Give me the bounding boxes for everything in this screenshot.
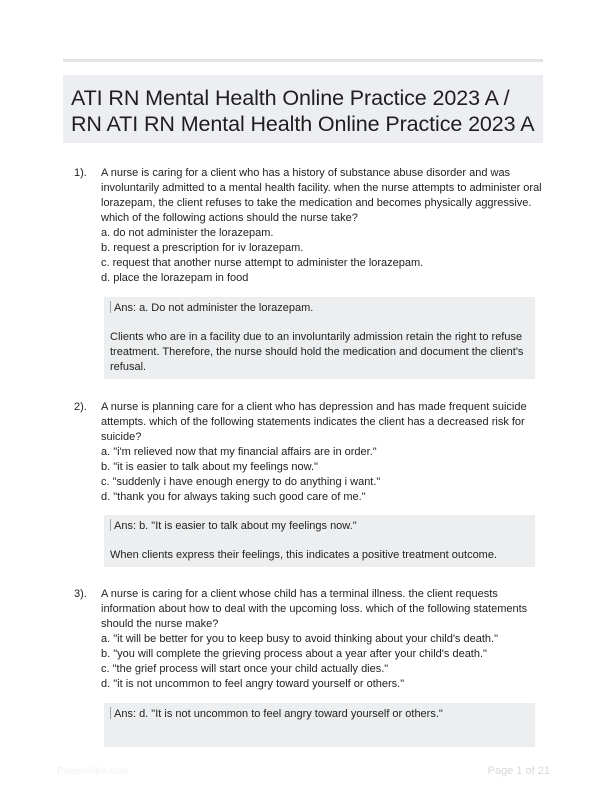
answer-box xyxy=(104,703,535,747)
question-body xyxy=(101,166,542,286)
option-c: c. request that another nurse attempt to administer the lorazepam. xyxy=(101,257,424,269)
rationale-line: When clients express their feelings, this indicates a positive treatment outcome. xyxy=(110,549,498,561)
option-c: c. "suddenly i have enough energy to do anything i want." xyxy=(101,476,381,488)
answer-line xyxy=(110,519,529,534)
answer-box xyxy=(104,515,535,567)
answer-line xyxy=(110,301,529,316)
answer-box xyxy=(104,297,535,379)
option-c: c. "the grief process will start once your child actually dies." xyxy=(101,663,389,675)
question-text-line: A nurse is caring for a client who has a history of substance abuse disorder and was xyxy=(101,167,511,179)
option-a: a. do not administer the lorazepam. xyxy=(101,227,274,239)
answer-line xyxy=(110,707,529,722)
option-a: a. "it will be better for you to keep busy to avoid thinking about your child's death." xyxy=(101,633,498,645)
answer-marker xyxy=(110,519,111,531)
option-b: b. "it is easier to talk about my feelings now." xyxy=(101,461,318,473)
question-text-line: lorazepam, the client refuses to take the medication and becomes physically aggressive. xyxy=(101,197,532,209)
document-title-line-1: ATI RN Mental Health Online Practice 2023 A / xyxy=(71,86,510,110)
answer-text: Ans: a. Do not administer the lorazepam. xyxy=(114,302,314,314)
question-text-line: information about how to deal with the upcoming loss. which of the following statements xyxy=(101,603,528,615)
option-d: d. place the lorazepam in food xyxy=(101,272,249,284)
question-number: 1). xyxy=(74,167,87,179)
answer-text: Ans: d. "It is not uncommon to feel angry toward yourself or others." xyxy=(114,708,443,720)
question-text-line: which of the following actions should the nurse take? xyxy=(101,212,358,224)
rationale-line: Clients who are in a facility due to an involuntarily admission retain the right to refuse xyxy=(110,331,523,343)
top-divider xyxy=(63,59,543,62)
question-body xyxy=(101,400,535,505)
document-title-block xyxy=(63,75,543,143)
question-text-line: A nurse is caring for a client whose child has a terminal illness. the client requests xyxy=(101,588,498,600)
page-number: Page 1 of 21 xyxy=(487,765,550,777)
rationale-line: treatment. Therefore, the nurse should hold the medication and document the client's xyxy=(110,346,524,358)
question-text-line: A nurse is planning care for a client who has depression and has made frequent suicide xyxy=(101,401,527,413)
rationale-line: refusal. xyxy=(110,361,147,373)
answer-text: Ans: b. "It is easier to talk about my feelings now." xyxy=(114,520,357,532)
option-a: a. "i'm relieved now that my financial affairs are in order." xyxy=(101,446,377,458)
question-text-line: suicide? xyxy=(101,431,142,443)
question-text-line: should the nurse make? xyxy=(101,618,219,630)
question-text-line: attempts. which of the following statements indicates the client has a decreased risk for xyxy=(101,416,525,428)
answer-marker xyxy=(110,707,111,719)
question-text-line: involuntarily admitted to a mental health facility. when the nurse attempts to administer oral xyxy=(101,182,542,194)
question-body xyxy=(101,587,535,692)
document-title-line-2: RN ATI RN Mental Health Online Practice 2023 A xyxy=(71,112,535,136)
option-b: b. request a prescription for iv lorazepam. xyxy=(101,242,304,254)
question-number: 3). xyxy=(74,588,87,600)
option-d: d. "thank you for always taking such good care of me." xyxy=(101,491,366,503)
answer-marker xyxy=(110,301,111,313)
option-d: d. "it is not uncommon to feel angry toward yourself or others." xyxy=(101,678,405,690)
question-number: 2). xyxy=(74,401,87,413)
option-b: b. "you will complete the grieving process about a year after your child's death." xyxy=(101,648,487,660)
footer-watermark: PaperWibe.com xyxy=(57,766,129,777)
